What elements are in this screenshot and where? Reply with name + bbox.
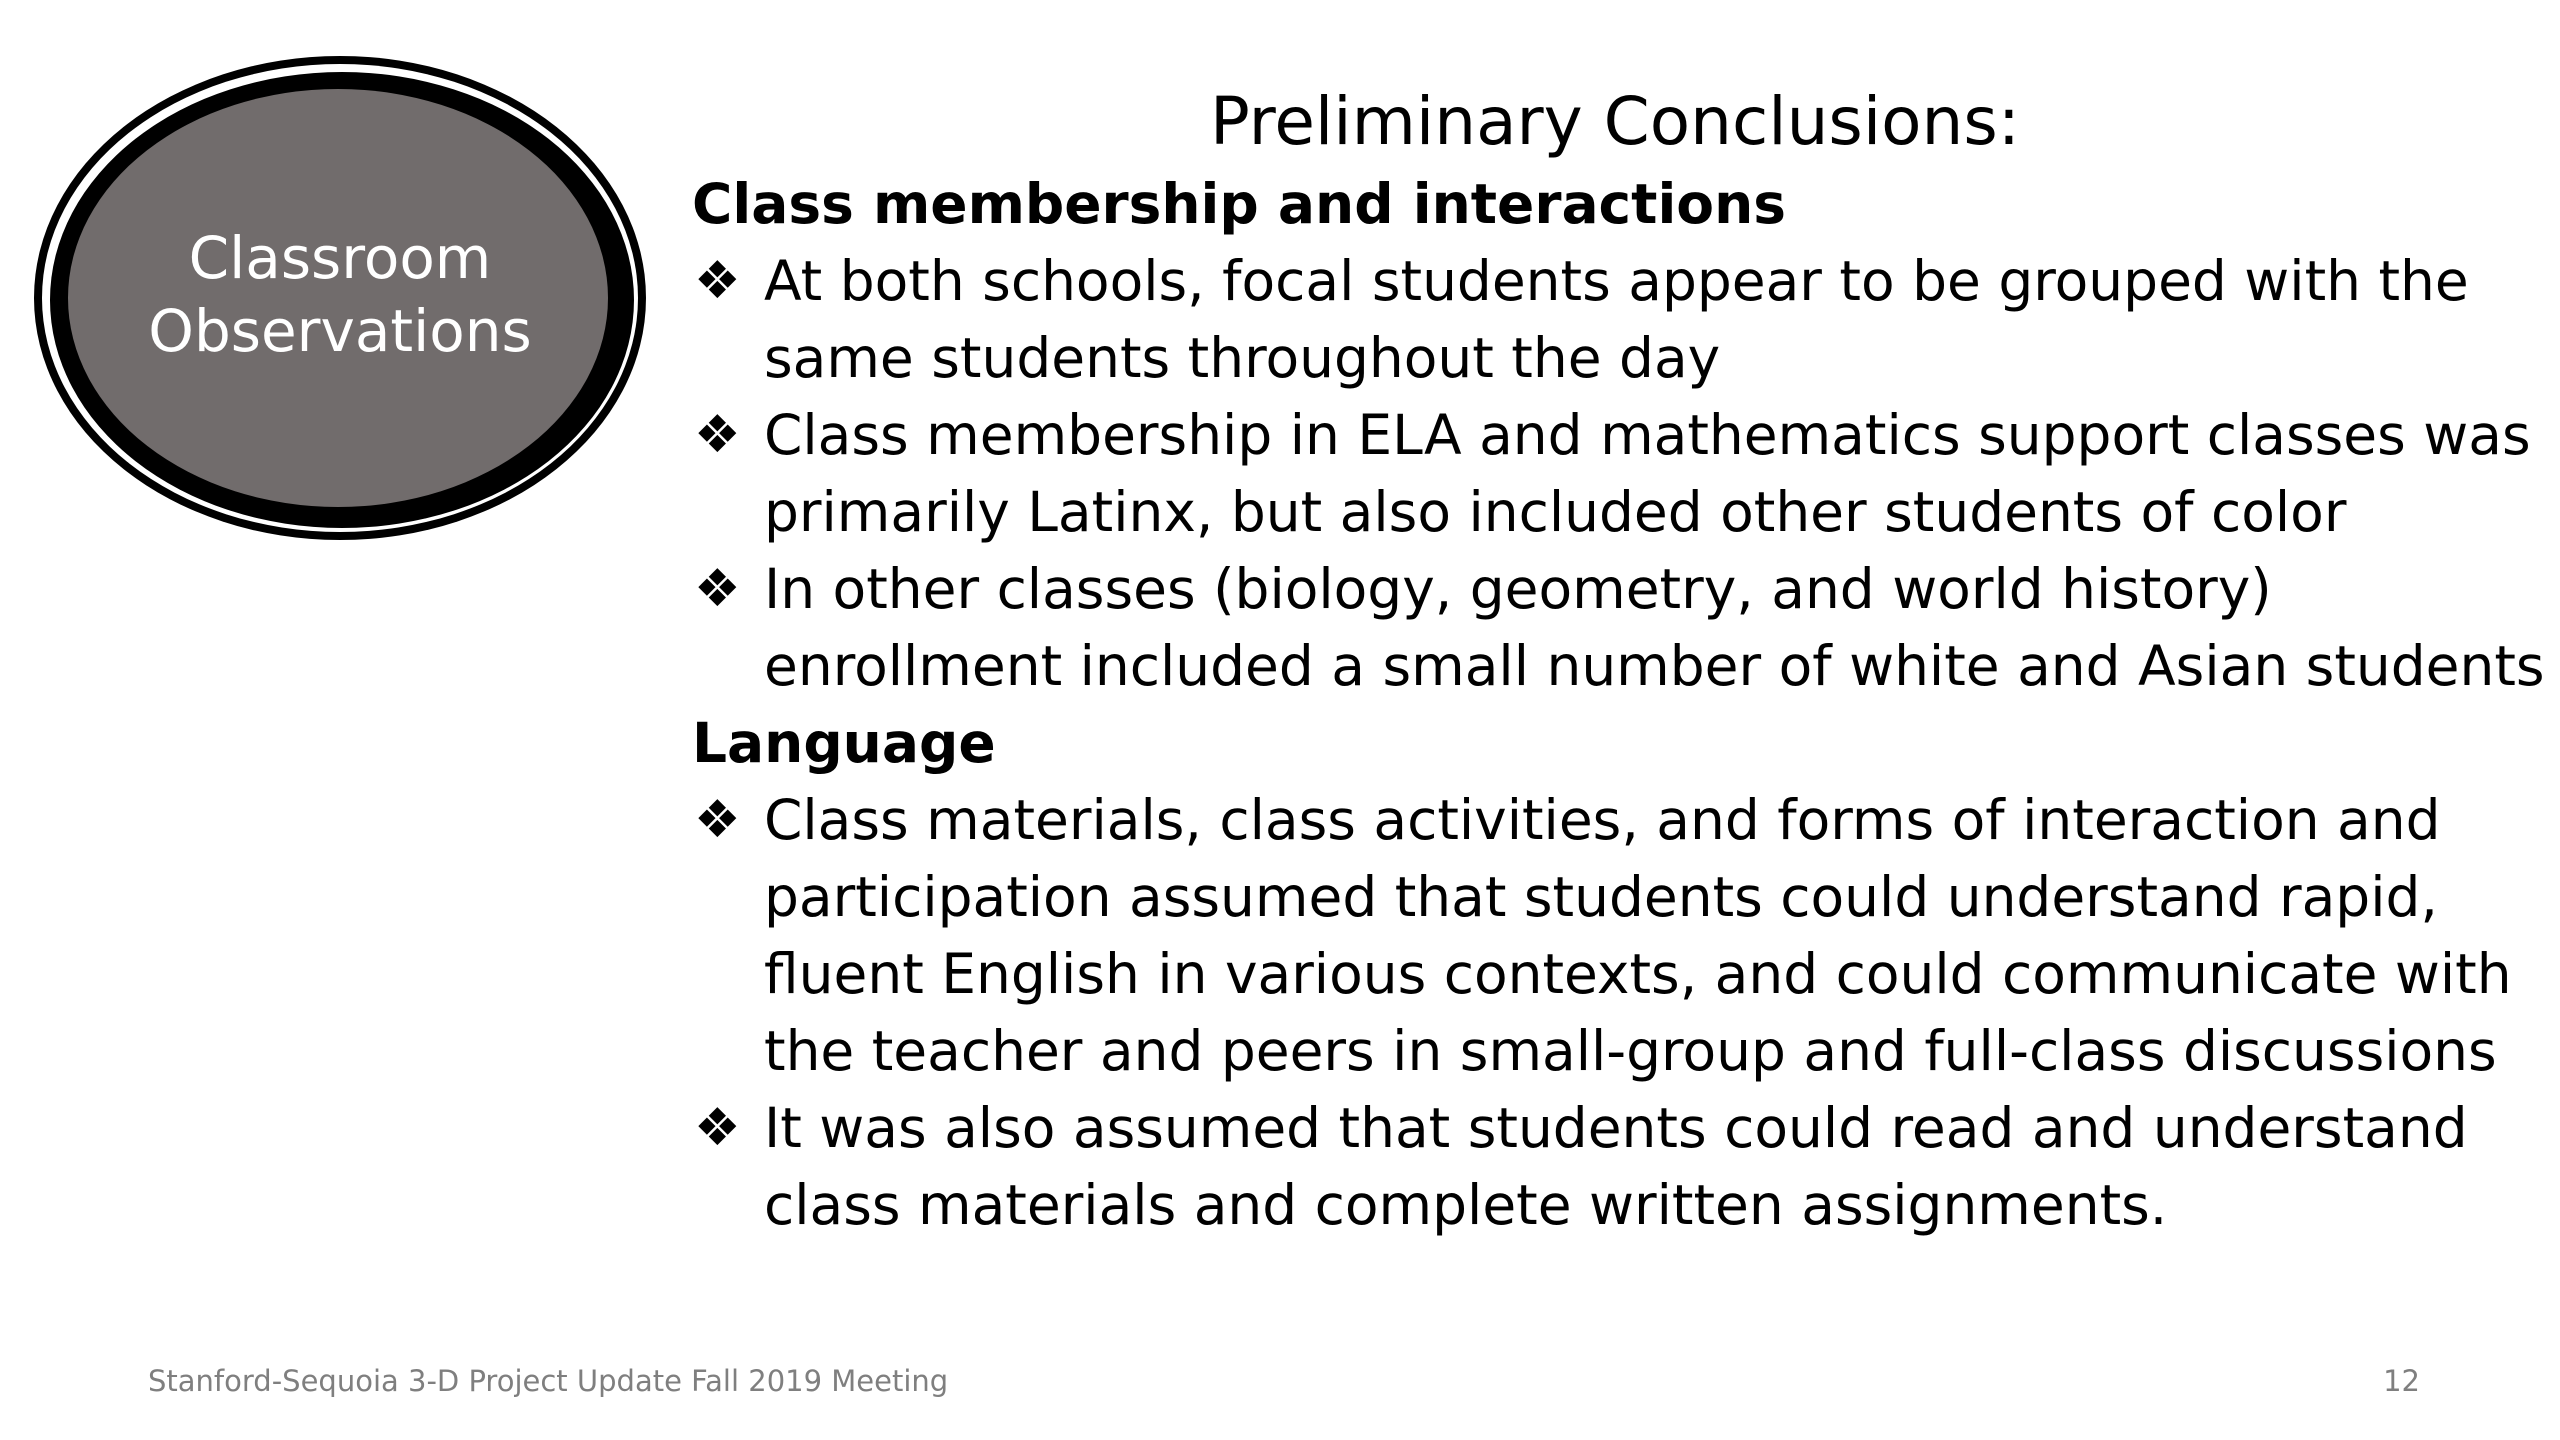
bullet-item: [692, 243, 2552, 397]
bullet-list-language: [692, 782, 2552, 1244]
bullet-item: [692, 551, 2552, 705]
four-diamond-bullet-icon: ❖: [694, 559, 741, 619]
bullet-text: It was also assumed that students could read and understand class materials and complete written assignments.: [764, 1096, 2468, 1237]
bullet-text: Class materials, class activities, and forms of interaction and participation assumed that students could understand rapid, fluent English in various contexts, and could communicate with the teacher and peers in small-group and full-class discussions: [764, 788, 2512, 1083]
section-heading-class-membership: Class membership and interactions: [692, 172, 1786, 236]
bullet-text: In other classes (biology, geometry, and world history) enrollment included a small number of white and Asian students: [764, 557, 2545, 698]
classroom-observations-badge: [30, 52, 650, 544]
four-diamond-bullet-icon: ❖: [694, 251, 741, 311]
badge-label: [30, 52, 650, 544]
badge-label-line-2: Observations: [148, 297, 532, 365]
bullet-list-class-membership: [692, 243, 2552, 705]
bullet-text: At both schools, focal students appear to be grouped with the same students throughout the day: [764, 249, 2469, 390]
four-diamond-bullet-icon: ❖: [694, 405, 741, 465]
bullet-item: [692, 397, 2552, 551]
slide-title: Preliminary Conclusions:: [1210, 83, 2020, 160]
bullet-item: [692, 1090, 2552, 1244]
slide-content: [692, 166, 2552, 1244]
four-diamond-bullet-icon: ❖: [694, 1098, 741, 1158]
bullet-item: [692, 782, 2552, 1090]
bullet-text: Class membership in ELA and mathematics support classes was primarily Latinx, but also included other students of color: [764, 403, 2531, 544]
four-diamond-bullet-icon: ❖: [694, 790, 741, 850]
section-heading-language: Language: [692, 711, 996, 775]
page-number: 12: [2383, 1364, 2420, 1398]
badge-label-line-1: Classroom: [188, 224, 492, 292]
footer-text: Stanford-Sequoia 3-D Project Update Fall 2019 Meeting: [148, 1364, 949, 1398]
